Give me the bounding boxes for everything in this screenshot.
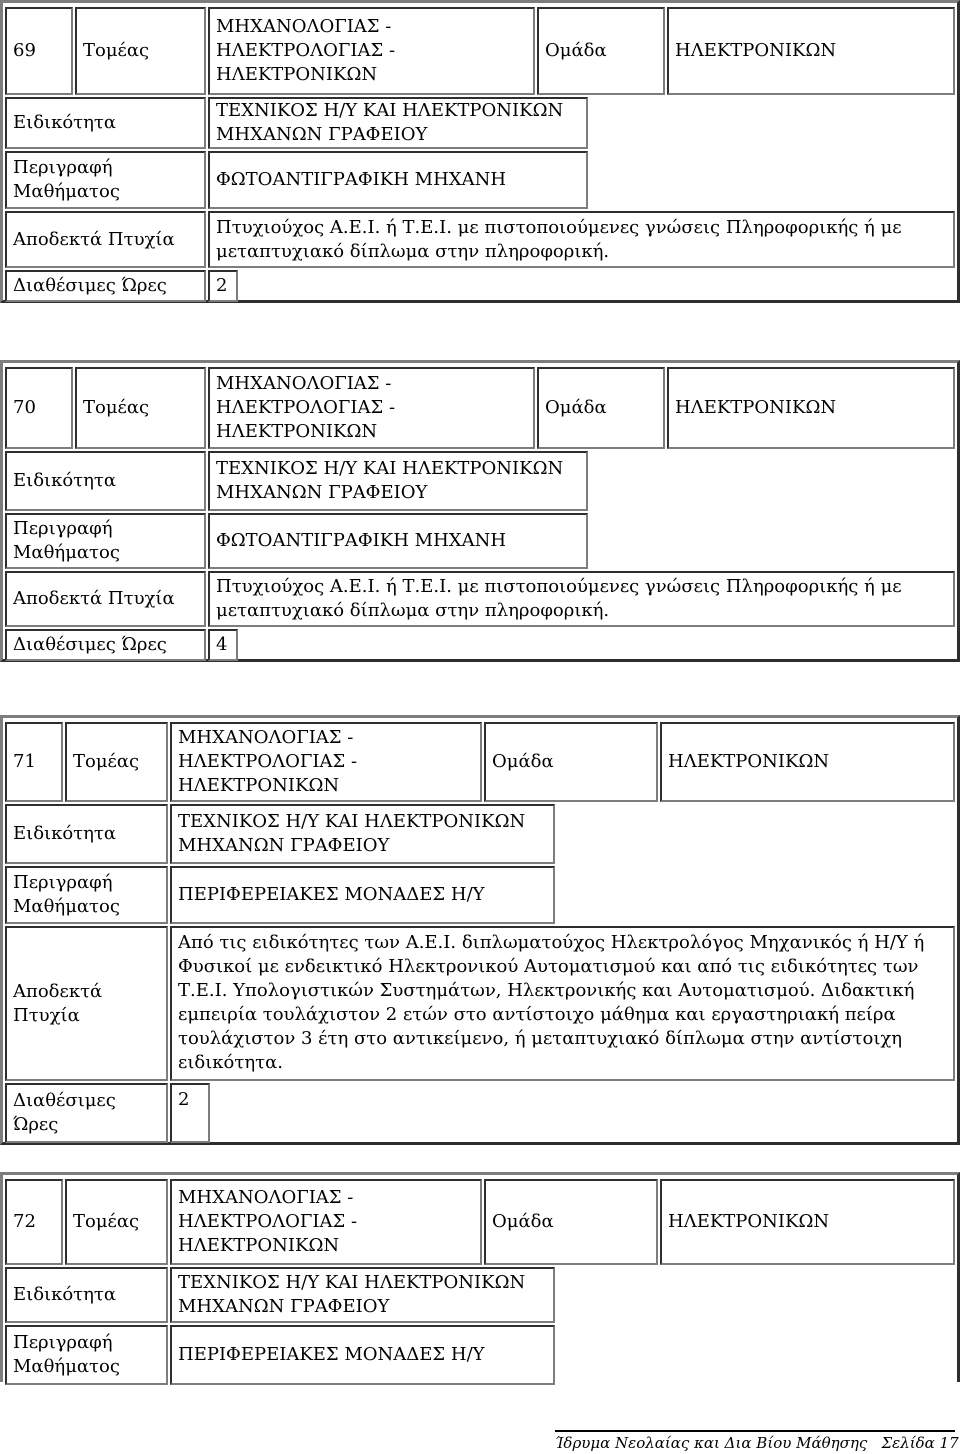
degrees-value-text: Πτυχιούχος Α.Ε.Ι. ή Τ.Ε.Ι. με πιστοποιούμενες γνώσεις Πληροφορικής ή με μεταπτυχιακό δίπλωμα στην πληροφορική. bbox=[216, 576, 902, 621]
label-description-text: Περιγραφή Μαθήματος bbox=[13, 1332, 120, 1377]
group-value-text: ΗΛΕΚΤΡΟΝΙΚΩΝ bbox=[675, 40, 837, 61]
course-number-text: 70 bbox=[13, 397, 36, 418]
label-degrees bbox=[5, 571, 206, 627]
course-number-text: 69 bbox=[13, 40, 36, 61]
label-specialty bbox=[5, 1267, 168, 1323]
sector-value bbox=[170, 722, 482, 802]
specialty-value-text: ΤΕΧΝΙΚΟΣ Η/Υ ΚΑΙ ΗΛΕΚΤΡΟΝΙΚΩΝ ΜΗΧΑΝΩΝ ΓΡΑΦΕΙΟΥ bbox=[178, 811, 526, 856]
specialty-value bbox=[208, 97, 588, 149]
specialty-value-text: ΤΕΧΝΙΚΟΣ Η/Υ ΚΑΙ ΗΛΕΚΤΡΟΝΙΚΩΝ ΜΗΧΑΝΩΝ ΓΡΑΦΕΙΟΥ bbox=[178, 1272, 526, 1317]
sector-value-text: ΜΗΧΑΝΟΛΟΓΙΑΣ - ΗΛΕΚΤΡΟΛΟΓΙΑΣ - ΗΛΕΚΤΡΟΝΙΚΩΝ bbox=[216, 16, 396, 85]
group-value bbox=[667, 367, 955, 449]
label-description-text: Περιγραφή Μαθήματος bbox=[13, 518, 120, 563]
course-number bbox=[5, 722, 63, 802]
label-degrees-text: Αποδεκτά Πτυχία bbox=[13, 980, 103, 1026]
label-group-text: Ομάδα bbox=[492, 751, 554, 772]
degrees-value bbox=[208, 211, 955, 268]
label-specialty bbox=[5, 97, 206, 149]
group-value-text: ΗΛΕΚΤΡΟΝΙΚΩΝ bbox=[675, 397, 837, 418]
group-value bbox=[660, 1179, 955, 1265]
footer-text: Ίδρυμα Νεολαίας και Δια Βίου Μάθησης Σελίδα 17 bbox=[555, 1434, 959, 1452]
specialty-value-text: ΤΕΧΝΙΚΟΣ Η/Υ ΚΑΙ ΗΛΕΚΤΡΟΝΙΚΩΝ ΜΗΧΑΝΩΝ ΓΡΑΦΕΙΟΥ bbox=[216, 100, 564, 145]
label-hours-text: Διαθέσιμες Ώρες bbox=[13, 1090, 116, 1135]
hours-value bbox=[208, 629, 238, 661]
course-number-text: 72 bbox=[13, 1211, 36, 1232]
label-description bbox=[5, 513, 206, 569]
label-sector-text: Τομέας bbox=[83, 397, 150, 418]
label-specialty bbox=[5, 451, 206, 511]
label-degrees bbox=[5, 926, 168, 1081]
group-value-text: ΗΛΕΚΤΡΟΝΙΚΩΝ bbox=[668, 751, 830, 772]
page-footer bbox=[555, 1430, 959, 1454]
sector-value-text: ΜΗΧΑΝΟΛΟΓΙΑΣ - ΗΛΕΚΤΡΟΛΟΓΙΑΣ - ΗΛΕΚΤΡΟΝΙΚΩΝ bbox=[178, 727, 358, 796]
label-degrees bbox=[5, 211, 206, 268]
label-hours bbox=[5, 270, 206, 302]
sector-value-text: ΜΗΧΑΝΟΛΟΓΙΑΣ - ΗΛΕΚΤΡΟΛΟΓΙΑΣ - ΗΛΕΚΤΡΟΝΙΚΩΝ bbox=[178, 1187, 358, 1256]
sector-value bbox=[208, 367, 535, 449]
degrees-value bbox=[208, 571, 955, 627]
label-group bbox=[537, 367, 665, 449]
course-72-table bbox=[0, 1172, 960, 1382]
hours-value bbox=[170, 1083, 210, 1143]
course-number bbox=[5, 1179, 63, 1265]
description-value-text: ΠΕΡΙΦΕΡΕΙΑΚΕΣ ΜΟΝΑΔΕΣ Η/Υ bbox=[178, 884, 485, 905]
label-specialty bbox=[5, 804, 168, 864]
label-description bbox=[5, 151, 206, 209]
group-value bbox=[667, 7, 955, 95]
label-sector bbox=[75, 367, 206, 449]
label-sector-text: Τομέας bbox=[73, 751, 140, 772]
label-specialty-text: Ειδικότητα bbox=[13, 112, 117, 133]
label-specialty-text: Ειδικότητα bbox=[13, 470, 117, 491]
description-value-text: ΦΩΤΟΑΝΤΙΓΡΑΦΙΚΗ ΜΗΧΑΝΗ bbox=[216, 530, 507, 551]
course-70-table bbox=[0, 360, 960, 662]
label-sector bbox=[65, 722, 168, 802]
course-69-table bbox=[0, 0, 960, 303]
label-specialty-text: Ειδικότητα bbox=[13, 823, 117, 844]
description-value bbox=[208, 513, 588, 569]
specialty-value-text: ΤΕΧΝΙΚΟΣ Η/Υ ΚΑΙ ΗΛΕΚΤΡΟΝΙΚΩΝ ΜΗΧΑΝΩΝ ΓΡΑΦΕΙΟΥ bbox=[216, 458, 564, 503]
course-71-table bbox=[0, 715, 960, 1145]
group-value-text: ΗΛΕΚΤΡΟΝΙΚΩΝ bbox=[668, 1211, 830, 1232]
label-group-text: Ομάδα bbox=[492, 1211, 554, 1232]
description-value bbox=[170, 866, 555, 924]
hours-value-text: 2 bbox=[216, 275, 228, 296]
description-value-text: ΦΩΤΟΑΝΤΙΓΡΑΦΙΚΗ ΜΗΧΑΝΗ bbox=[216, 169, 507, 190]
degrees-value-text: Πτυχιούχος Α.Ε.Ι. ή Τ.Ε.Ι. με πιστοποιούμενες γνώσεις Πληροφορικής ή με μεταπτυχιακό δίπλωμα στην πληροφορική. bbox=[216, 216, 902, 262]
description-value bbox=[208, 151, 588, 209]
specialty-value bbox=[208, 451, 588, 511]
hours-value bbox=[208, 270, 238, 302]
label-degrees-text: Αποδεκτά Πτυχία bbox=[13, 588, 175, 609]
label-sector-text: Τομέας bbox=[73, 1211, 140, 1232]
label-group-text: Ομάδα bbox=[545, 397, 607, 418]
label-description bbox=[5, 1325, 168, 1385]
hours-value-text: 4 bbox=[216, 634, 228, 655]
description-value bbox=[170, 1325, 555, 1385]
degrees-value-text: Από τις ειδικότητες των Α.Ε.Ι. διπλωματούχος Ηλεκτρολόγος Μηχανικός ή Η/Υ ή Φυσικοί με ενδεικτικό Ηλεκτρονικού Αυτοματισμού και από τις ειδικότητες των Τ.Ε.Ι. Υπολογιστικών Συστημάτων, Ηλεκτρονικής και Αυτοματισμού. Διδακτική εμπειρία τουλάχιστον 2 ετών στο αντίστοιχο μάθημα και εργαστηριακή πείρα τουλάχιστον 3 έτη στο αντικείμενο, ή μεταπτυχιακό δίπλωμα στην αντίστοιχη ειδικότητα. bbox=[178, 932, 925, 1073]
label-hours-text: Διαθέσιμες Ώρες bbox=[13, 634, 167, 655]
label-hours bbox=[5, 629, 206, 661]
course-number bbox=[5, 367, 73, 449]
hours-value-text: 2 bbox=[178, 1089, 190, 1110]
label-group bbox=[484, 1179, 658, 1265]
sector-value bbox=[170, 1179, 482, 1265]
label-degrees-text: Αποδεκτά Πτυχία bbox=[13, 228, 175, 250]
label-group-text: Ομάδα bbox=[545, 40, 607, 61]
label-group bbox=[484, 722, 658, 802]
course-number bbox=[5, 7, 73, 95]
sector-value-text: ΜΗΧΑΝΟΛΟΓΙΑΣ - ΗΛΕΚΤΡΟΛΟΓΙΑΣ - ΗΛΕΚΤΡΟΝΙΚΩΝ bbox=[216, 373, 396, 442]
specialty-value bbox=[170, 804, 555, 864]
label-sector bbox=[65, 1179, 168, 1265]
label-hours bbox=[5, 1083, 168, 1143]
sector-value bbox=[208, 7, 535, 95]
label-description-text: Περιγραφή Μαθήματος bbox=[13, 157, 120, 202]
label-sector bbox=[75, 7, 206, 95]
label-group bbox=[537, 7, 665, 95]
degrees-value bbox=[170, 926, 955, 1081]
label-description bbox=[5, 866, 168, 924]
description-value-text: ΠΕΡΙΦΕΡΕΙΑΚΕΣ ΜΟΝΑΔΕΣ Η/Υ bbox=[178, 1344, 485, 1365]
course-number-text: 71 bbox=[13, 751, 36, 772]
label-description-text: Περιγραφή Μαθήματος bbox=[13, 872, 120, 917]
label-hours-text: Διαθέσιμες Ώρες bbox=[13, 275, 167, 296]
label-specialty-text: Ειδικότητα bbox=[13, 1284, 117, 1305]
specialty-value bbox=[170, 1267, 555, 1323]
label-sector-text: Τομέας bbox=[83, 40, 150, 61]
group-value bbox=[660, 722, 955, 802]
